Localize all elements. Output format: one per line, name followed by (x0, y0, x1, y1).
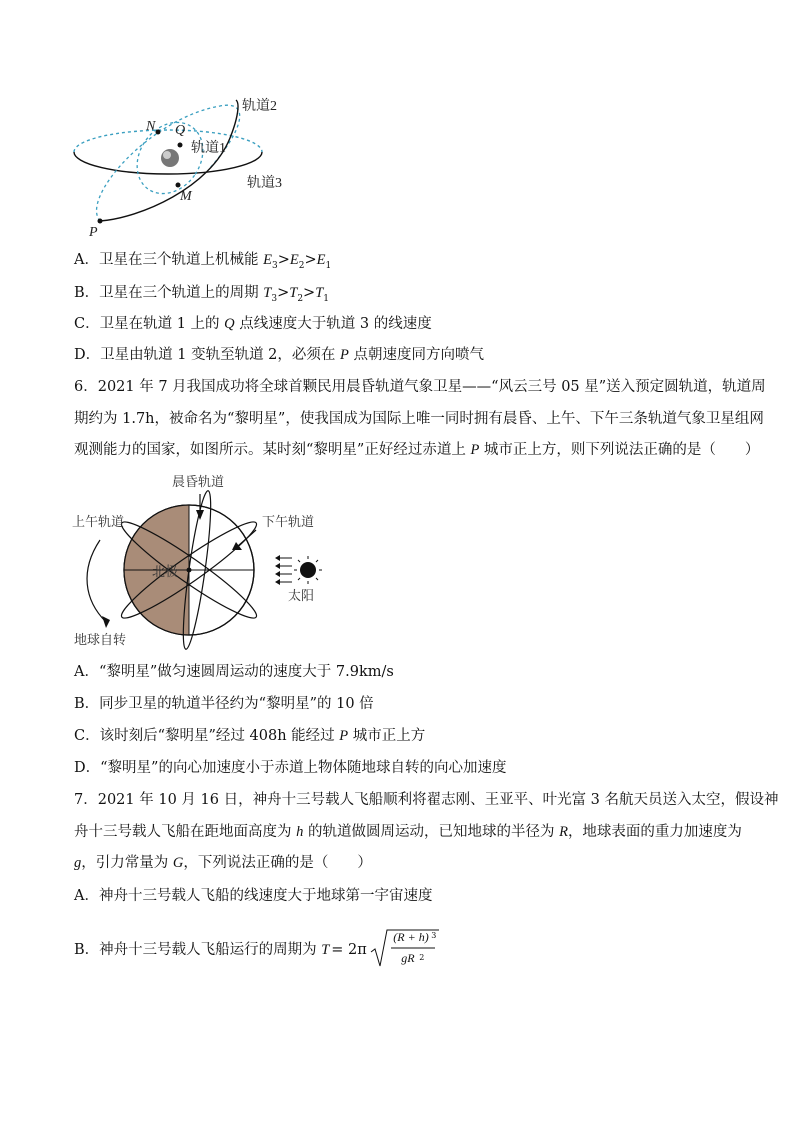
q6-stem-line1: 6．2021 年 7 月我国成功将全球首颗民用晨昏轨道气象卫星——“风云三号 05 星”送入预定圆轨道，轨道周 (74, 379, 766, 395)
q5-option-a: A．卫星在三个轨道上机械能 $E_3>E_2>E_1$ (74, 252, 332, 271)
q7-option-a: A．神舟十三号载人飞船的线速度大于地球第一宇宙速度 (74, 888, 433, 904)
label-am-orbit: 上午轨道 (72, 515, 125, 530)
q6-option-d: D．“黎明星”的向心加速度小于赤道上物体随地球自转的向心加速度 (74, 760, 507, 776)
label-N: N (146, 119, 156, 134)
label-orbit3: 轨道3 (247, 176, 282, 191)
period-formula: T = 2π (R + h) 3 gR 2 (321, 930, 441, 970)
q6-option-c: C．该时刻后“黎明星”经过 408h 能经过 P 城市正上方 (74, 728, 426, 744)
q7-stem-line2: 舟十三号载人飞船在距地面高度为 h 的轨道做圆周运动，已知地球的半径为 R，地球表面的重力加速度为 (74, 824, 742, 840)
dawn-orbit-figure (66, 470, 346, 650)
q6-stem-line2: 期约为 1.7h，被命名为“黎明星”，使我国成为国际上唯一同时拥有晨昏、上午、下午三条轨道气象卫星组网 (74, 411, 764, 427)
label-pm-orbit: 下午轨道 (262, 515, 315, 530)
label-orbit1: 轨道1 (191, 141, 226, 156)
label-orbit2: 轨道2 (242, 99, 277, 114)
label-sun: 太阳 (288, 589, 315, 604)
q6-option-b: B．同步卫星的轨道半径约为“黎明星”的 10 倍 (74, 696, 374, 712)
label-north-pole: 北极 (152, 565, 179, 580)
label-earth-rotation: 地球自转 (74, 633, 127, 648)
label-Q: Q (175, 123, 186, 138)
q6-option-a: A．“黎明星”做匀速圆周运动的速度大于 7.9km/s (74, 664, 394, 680)
q7-stem-line1: 7．2021 年 10 月 16 日，神舟十三号载人飞船顺利将翟志刚、王亚平、叶光富 3 名航天员送入太空，假设神 (74, 792, 779, 808)
label-dawn-orbit: 晨昏轨道 (172, 475, 225, 490)
q5-option-c: C．卫星在轨道 1 上的 Q 点线速度大于轨道 3 的线速度 (74, 316, 432, 332)
q5-option-b: B．卫星在三个轨道上的周期 $T_3>T_2>T_1$ (74, 285, 330, 304)
orbit-figure (60, 88, 300, 240)
q5-option-d: D．卫星由轨道 1 变轨至轨道 2，必须在 P 点朝速度同方向喷气 (74, 347, 484, 363)
q6-stem-line3: 观测能力的国家，如图所示。某时刻“黎明星”正好经过赤道上 P 城市正上方，则下列说法正确的是（ ） (74, 442, 760, 458)
q7-stem-line3: g，引力常量为 G，下列说法正确的是（ ） (74, 855, 372, 871)
label-M: M (180, 189, 192, 204)
q7-option-b: B．神舟十三号载人飞船运行的周期为 T = 2π (R + h) 3 gR 2 (74, 930, 441, 970)
label-P: P (89, 225, 98, 240)
